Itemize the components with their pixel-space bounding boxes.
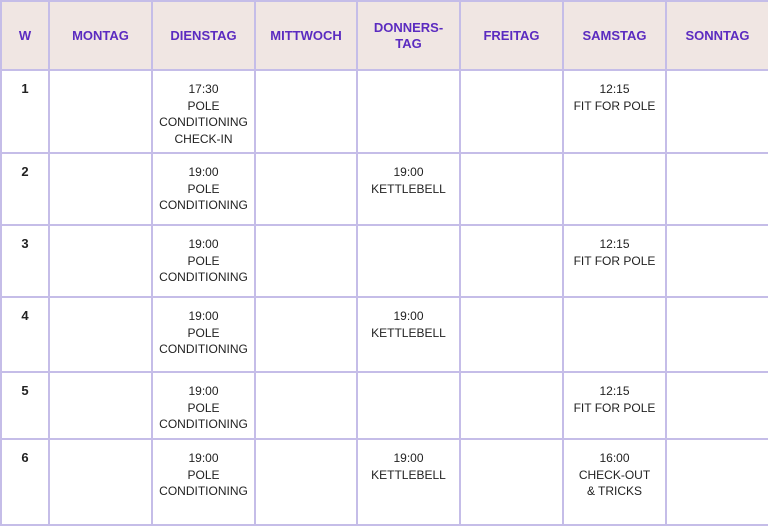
schedule-cell [563, 153, 666, 225]
header-mittwoch: MITTWOCH [255, 1, 357, 70]
schedule-cell: 19:00 POLE CONDITIONING [152, 225, 255, 297]
week-number: 2 [1, 153, 49, 225]
header-samstag: SAMSTAG [563, 1, 666, 70]
schedule-cell [666, 70, 768, 153]
week-number: 5 [1, 372, 49, 439]
schedule-cell [49, 70, 152, 153]
schedule-cell: 19:00 POLE CONDITIONING [152, 153, 255, 225]
schedule-cell [460, 70, 563, 153]
header-dienstag: DIENSTAG [152, 1, 255, 70]
schedule-cell [666, 153, 768, 225]
week-number: 4 [1, 297, 49, 372]
schedule-cell [563, 297, 666, 372]
header-row [1, 1, 768, 70]
schedule-cell [666, 439, 768, 525]
schedule-cell [49, 225, 152, 297]
schedule-cell: 19:00 KETTLEBELL [357, 297, 460, 372]
schedule-cell: 16:00 CHECK-OUT & TRICKS [563, 439, 666, 525]
header-freitag: FREITAG [460, 1, 563, 70]
table-row [1, 70, 768, 153]
table-row [1, 439, 768, 525]
table-row [1, 372, 768, 439]
schedule-cell: 19:00 POLE CONDITIONING [152, 372, 255, 439]
header-donnerstag: DONNERS- TAG [357, 1, 460, 70]
schedule-cell [255, 70, 357, 153]
header-sonntag: SONNTAG [666, 1, 768, 70]
schedule-cell [460, 439, 563, 525]
header-montag: MONTAG [49, 1, 152, 70]
schedule-cell [49, 297, 152, 372]
table-row [1, 297, 768, 372]
table-row [1, 225, 768, 297]
schedule-cell [460, 225, 563, 297]
schedule-cell [49, 372, 152, 439]
schedule-cell: 12:15 FIT FOR POLE [563, 225, 666, 297]
schedule-cell [357, 225, 460, 297]
schedule-cell [49, 153, 152, 225]
schedule-cell [255, 372, 357, 439]
schedule-cell [666, 372, 768, 439]
schedule-cell [255, 439, 357, 525]
schedule-cell: 17:30 POLE CONDITIONING CHECK-IN [152, 70, 255, 153]
schedule-cell [357, 372, 460, 439]
schedule-cell: 12:15 FIT FOR POLE [563, 70, 666, 153]
schedule-cell [460, 297, 563, 372]
schedule-cell [666, 225, 768, 297]
week-number: 6 [1, 439, 49, 525]
schedule-cell: 19:00 KETTLEBELL [357, 439, 460, 525]
week-number: 1 [1, 70, 49, 153]
header-week: W [1, 1, 49, 70]
schedule-cell: 19:00 KETTLEBELL [357, 153, 460, 225]
week-number: 3 [1, 225, 49, 297]
schedule-cell [460, 372, 563, 439]
schedule-cell: 19:00 POLE CONDITIONING [152, 297, 255, 372]
schedule-cell [49, 439, 152, 525]
schedule-cell [460, 153, 563, 225]
table-row [1, 153, 768, 225]
schedule-cell [357, 70, 460, 153]
schedule-cell [666, 297, 768, 372]
schedule-cell: 12:15 FIT FOR POLE [563, 372, 666, 439]
schedule-cell [255, 297, 357, 372]
schedule-cell [255, 153, 357, 225]
schedule-cell: 19:00 POLE CONDITIONING [152, 439, 255, 525]
schedule-cell [255, 225, 357, 297]
